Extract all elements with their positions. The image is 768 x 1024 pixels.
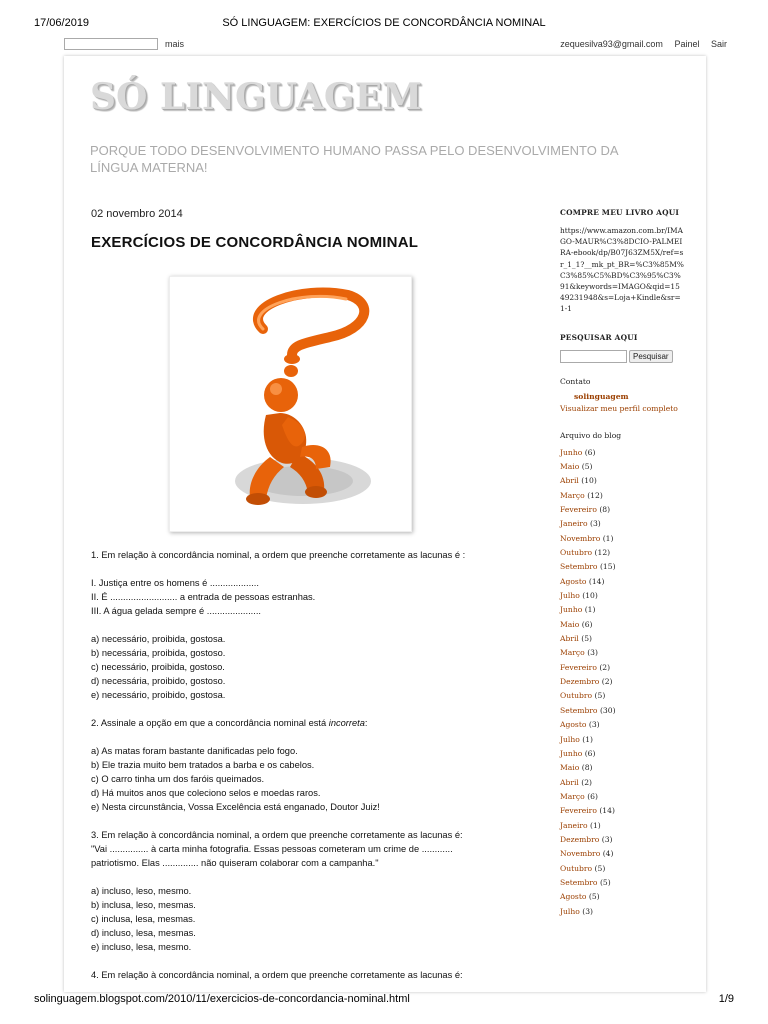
archive-count: (1) [584,605,596,615]
archive-count: (10) [581,476,597,486]
archive-count: (5) [588,892,600,902]
post-line [91,870,523,884]
post-line: III. A água gelada sempre é ..................... [91,606,262,616]
archive-month-link[interactable]: Setembro [560,877,598,887]
archive-item [560,776,684,790]
archive-item [560,675,684,689]
archive-item [560,862,684,876]
archive-count: (2) [581,777,593,787]
archive-item [560,847,684,861]
archive-item [560,646,684,660]
archive-count: (3) [590,519,601,529]
archive-count: (1) [602,533,614,543]
archive-count: (5) [594,691,606,701]
archive-month-link[interactable]: Março [560,490,585,500]
archive-count: (6) [584,748,596,758]
archive-item [560,618,684,632]
print-url: solinguagem.blogspot.com/2010/11/exercicios-de-concordancia-nominal.html [34,993,410,1005]
archive-count: (1) [582,734,594,744]
archive-count: (8) [581,763,593,773]
post-line: 2. Assinale a opção em que a concordância nominal está incorreta: [91,718,368,728]
archive-month-link[interactable]: Outubro [560,691,593,701]
archive-month-link[interactable]: Janeiro [560,820,588,830]
archive-count: (6) [581,619,593,629]
post-line: e) incluso, lesa, mesmo. [91,942,192,952]
print-header [0,0,768,36]
post-line: c) O carro tinha um dos faróis queimados. [91,774,265,784]
post-line: a) As matas foram bastante danificadas pelo fogo. [91,746,298,756]
book-heading: COMPRE MEU LIVRO AQUI [560,208,680,217]
archive-month-link[interactable]: Agosto [560,892,587,902]
archive-count: (6) [584,447,596,457]
blog-title[interactable]: SÓ LINGUAGEM [90,76,422,118]
archive-count: (2) [601,677,613,687]
post-line: e) Nesta circunstância, Vossa Excelência está enganado, Doutor Juiz! [91,802,380,812]
archive-month-link[interactable]: Novembro [560,533,601,543]
archive-month-link[interactable]: Dezembro [560,677,600,687]
print-date: 17/06/2019 [34,17,90,29]
archive-item [560,575,684,589]
archive-item [560,689,684,703]
archive-count: (12) [594,548,611,558]
archive-item [560,560,684,574]
profile-name[interactable]: solinguagem [574,391,629,401]
blog-description: PORQUE TODO DESENVOLVIMENTO HUMANO PASSA PELO DESENVOLVIMENTO DA LÍNGUA MATERNA! [90,143,618,175]
archive-item [560,905,684,919]
contact-heading: Contato [560,376,591,386]
post-line: 3. Em relação à concordância nominal, a ordem que preenche corretamente as lacunas é: [91,830,463,840]
post-line: 1. Em relação à concordância nominal, a ordem que preenche corretamente as lacunas é : [91,550,466,560]
archive-list [560,446,684,919]
archive-month-link[interactable]: Junho [560,748,583,758]
post-line: d) Há muitos anos que coleciono selos e moedas raros. [91,788,321,798]
sidebar-search-button[interactable]: Pesquisar [629,350,673,363]
sidebar-search [560,350,684,363]
archive-count: (12) [587,490,603,500]
blogger-navbar [60,36,735,56]
archive-item [560,718,684,732]
archive-month-link[interactable]: Outubro [560,548,593,558]
post-line: "Vai ............... à carta minha fotografia. Essas pessoas cometeram um crime de ............ [91,844,453,854]
post-line: a) incluso, leso, mesmo. [91,886,192,896]
archive-count: (3) [582,906,594,916]
post-line [91,954,523,968]
profile-link[interactable]: Visualizar meu perfil completo [560,403,678,413]
archive-item [560,661,684,675]
archive-month-link[interactable]: Junho [560,447,583,457]
post-line: b) necessária, proibida, gostoso. [91,648,226,658]
archive-month-link[interactable]: Março [560,791,585,801]
thinking-figure-icon [170,277,411,531]
navbar-search-input[interactable] [64,38,158,50]
print-title: SÓ LINGUAGEM: EXERCÍCIOS DE CONCORDÂNCIA NOMINAL [222,17,546,29]
archive-month-link[interactable]: Junho [560,605,583,615]
archive-count: (3) [587,648,598,658]
navbar-user-links [551,39,727,49]
archive-count: (8) [599,505,611,514]
archive-item [560,546,684,560]
archive-count: (14) [599,806,615,816]
archive-heading: Arquivo do blog [560,430,622,440]
archive-month-link[interactable]: Agosto [560,720,587,730]
post-date: 02 novembro 2014 [91,208,183,220]
archive-item [560,446,684,460]
post-line [91,618,523,632]
navbar-user-email: zequesilva93@gmail.com [560,39,663,49]
archive-month-link[interactable]: Setembro [560,562,598,572]
post-line: d) necessária, proibido, gostoso. [91,676,226,686]
post-line: d) incluso, lesa, mesmas. [91,928,196,938]
archive-month-link[interactable]: Julho [560,591,580,601]
archive-item [560,632,684,646]
archive-month-link[interactable]: Abril [560,634,579,644]
navbar-more-link[interactable]: mais [165,39,185,49]
archive-item [560,890,684,904]
book-link[interactable]: https://www.amazon.com.br/IMAGO-MAUR%C3%8DCIO-PALMEIRA-ebook/dp/B07J63ZM5X/ref=sr_1_1?__mk_pt_BR=%C3%85M%C3%85%C5%BD%C3%95%C3%91&keywords=IMAGO&qid=1549231948&s=Loja+Kindle&sr=1-1 [560,226,684,314]
post-line: e) necessário, proibido, gostosa. [91,690,226,700]
post-line: I. Justiça entre os homens é ................... [91,578,259,588]
post-line: 4. Em relação à concordância nominal, a ordem que preenche corretamente as lacunas é: [91,970,463,980]
archive-month-link[interactable]: Abril [560,476,579,486]
print-page-number: 1/9 [718,993,734,1005]
archive-item [560,819,684,833]
archive-count: (15) [599,562,616,572]
archive-count: (5) [599,877,611,887]
archive-count: (4) [602,849,614,859]
post-line: b) inclusa, leso, mesmas. [91,900,196,910]
archive-item [560,460,684,474]
post-line [91,562,523,576]
archive-month-link[interactable]: Fevereiro [560,806,597,816]
search-heading: PESQUISAR AQUI [560,332,638,342]
archive-count: (1) [590,820,601,830]
navbar-logout-link[interactable]: Sair [710,39,727,49]
archive-item [560,503,684,517]
post-title[interactable]: EXERCÍCIOS DE CONCORDÂNCIA NOMINAL [91,234,419,251]
archive-item [560,704,684,718]
post-line [91,702,523,716]
navbar-panel-link[interactable]: Painel [674,39,700,49]
archive-item [560,474,684,488]
post-line: c) inclusa, lesa, mesmas. [91,914,196,924]
post-line: b) Ele trazia muito bem tratados a barba e os cabelos. [91,760,315,770]
archive-item [560,517,684,531]
archive-month-link[interactable]: Julho [560,906,580,916]
archive-item [560,747,684,761]
archive-month-link[interactable]: Dezembro [560,834,600,844]
post-body [91,548,523,982]
archive-item [560,489,684,503]
archive-month-link[interactable]: Novembro [560,849,601,859]
archive-month-link[interactable]: Maio [560,619,580,629]
archive-count: (14) [588,576,605,586]
sidebar [560,208,684,919]
archive-item [560,589,684,603]
archive-count: (5) [581,634,593,644]
archive-count: (30) [599,705,616,715]
post-line: a) necessário, proibida, gostosa. [91,634,226,644]
archive-month-link[interactable]: Abril [560,777,579,787]
archive-month-link[interactable]: Maio [560,461,580,471]
post-image[interactable] [169,276,412,532]
archive-item [560,733,684,747]
sidebar-search-input[interactable] [560,350,627,363]
archive-item [560,603,684,617]
post-line: c) necessário, proibida, gostoso. [91,662,225,672]
archive-item [560,833,684,847]
archive-month-link[interactable]: Janeiro [560,519,588,529]
post-line [91,730,523,744]
archive-month-link[interactable]: Agosto [560,576,587,586]
archive-month-link[interactable]: Fevereiro [560,662,597,672]
archive-count: (5) [581,461,593,471]
archive-item [560,790,684,804]
post-line [91,814,523,828]
archive-count: (2) [599,662,611,672]
archive-item [560,532,684,546]
archive-count: (3) [601,834,613,844]
archive-item [560,761,684,775]
post-line: patriotismo. Elas .............. não quiseram colaborar com a campanha." [91,858,379,868]
archive-month-link[interactable]: Maio [560,763,580,773]
archive-month-link[interactable]: Fevereiro [560,505,597,514]
archive-count: (6) [587,791,598,801]
archive-month-link[interactable]: Outubro [560,863,593,873]
archive-count: (3) [588,720,600,730]
post-line: II. É .......................... a entrada de pessoas estranhas. [91,592,316,602]
archive-month-link[interactable]: Setembro [560,705,598,715]
archive-month-link[interactable]: Julho [560,734,580,744]
blog-page [64,56,706,992]
archive-count: (5) [594,863,606,873]
archive-item [560,804,684,818]
archive-item [560,876,684,890]
archive-month-link[interactable]: Março [560,648,585,658]
archive-count: (10) [582,591,598,601]
